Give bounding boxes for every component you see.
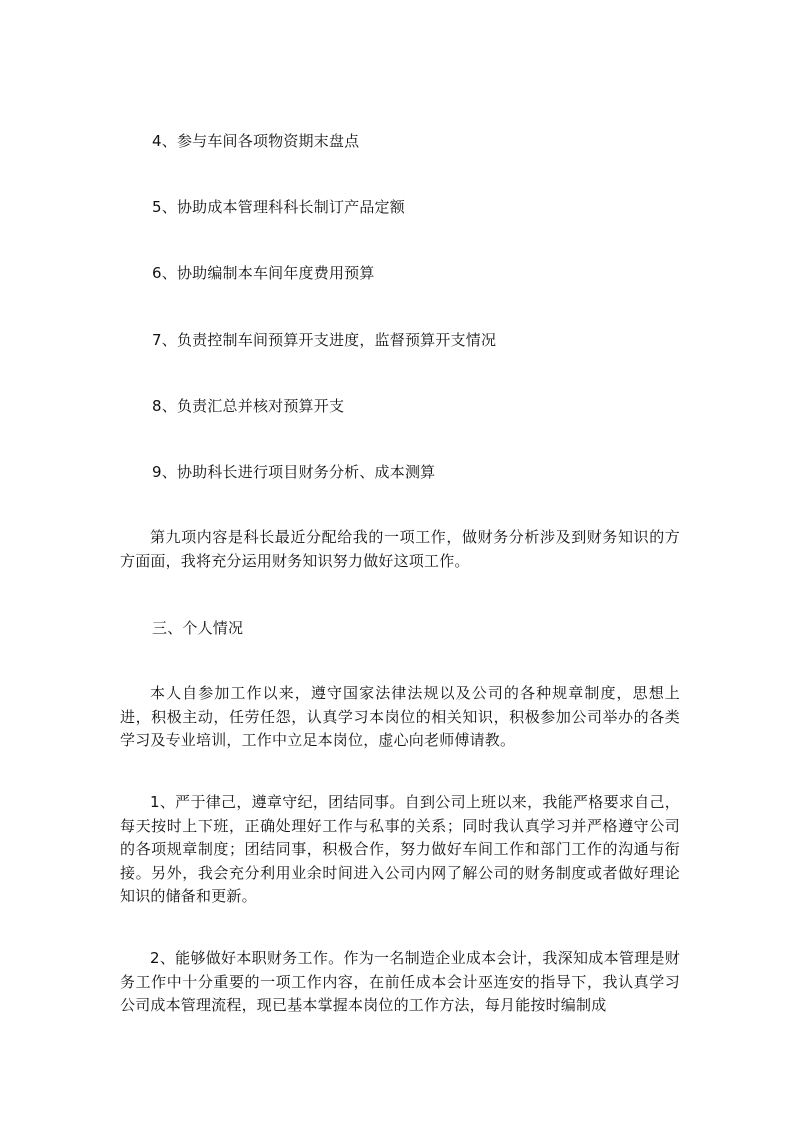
list-item: 8、负责汇总并核对预算开支 (152, 397, 345, 415)
list-item: 9、协助科长进行项目财务分析、成本测算 (152, 463, 436, 481)
paragraph-point-2: 2、能够做好本职财务工作。作为一名制造企业成本会计，我深知成本管理是财务工作中十分重要的一项工作内容，在前任成本会计巫连安的指导下，我认真学习公司成本管理流程，现已基本掌握本岗位的工作方法，每月能按时编制成 (120, 949, 680, 1014)
list-item: 7、负责控制车间预算开支进度，监督预算开支情况 (152, 331, 497, 349)
paragraph-item9-note: 第九项内容是科长最近分配给我的一项工作，做财务分析涉及到财务知识的方方面面，我将充分运用财务知识努力做好这项工作。 (120, 528, 680, 570)
paragraph-personal-intro: 本人自参加工作以来，遵守国家法律法规以及公司的各种规章制度，思想上进，积极主动，任劳任怨，认真学习本岗位的相关知识，积极参加公司举办的各类学习及专业培训，工作中立足本岗位，虚心向老师傅请教。 (120, 684, 680, 749)
paragraph-point-1: 1、严于律己，遵章守纪，团结同事。自到公司上班以来，我能严格要求自己，每天按时上下班，正确处理好工作与私事的关系；同时我认真学习并严格遵守公司的各项规章制度；团结同事，积极合作，努力做好车间工作和部门工作的沟通与衔接。另外，我会充分利用业余时间进入公司内网了解公司的财务制度或者做好理论知识的储备和更新。 (120, 793, 680, 905)
list-item: 4、参与车间各项物资期末盘点 (152, 132, 360, 150)
list-item: 6、协助编制本车间年度费用预算 (152, 264, 375, 282)
list-item: 5、协助成本管理科科长制订产品定额 (152, 198, 405, 216)
section-heading: 三、个人情况 (152, 619, 244, 637)
